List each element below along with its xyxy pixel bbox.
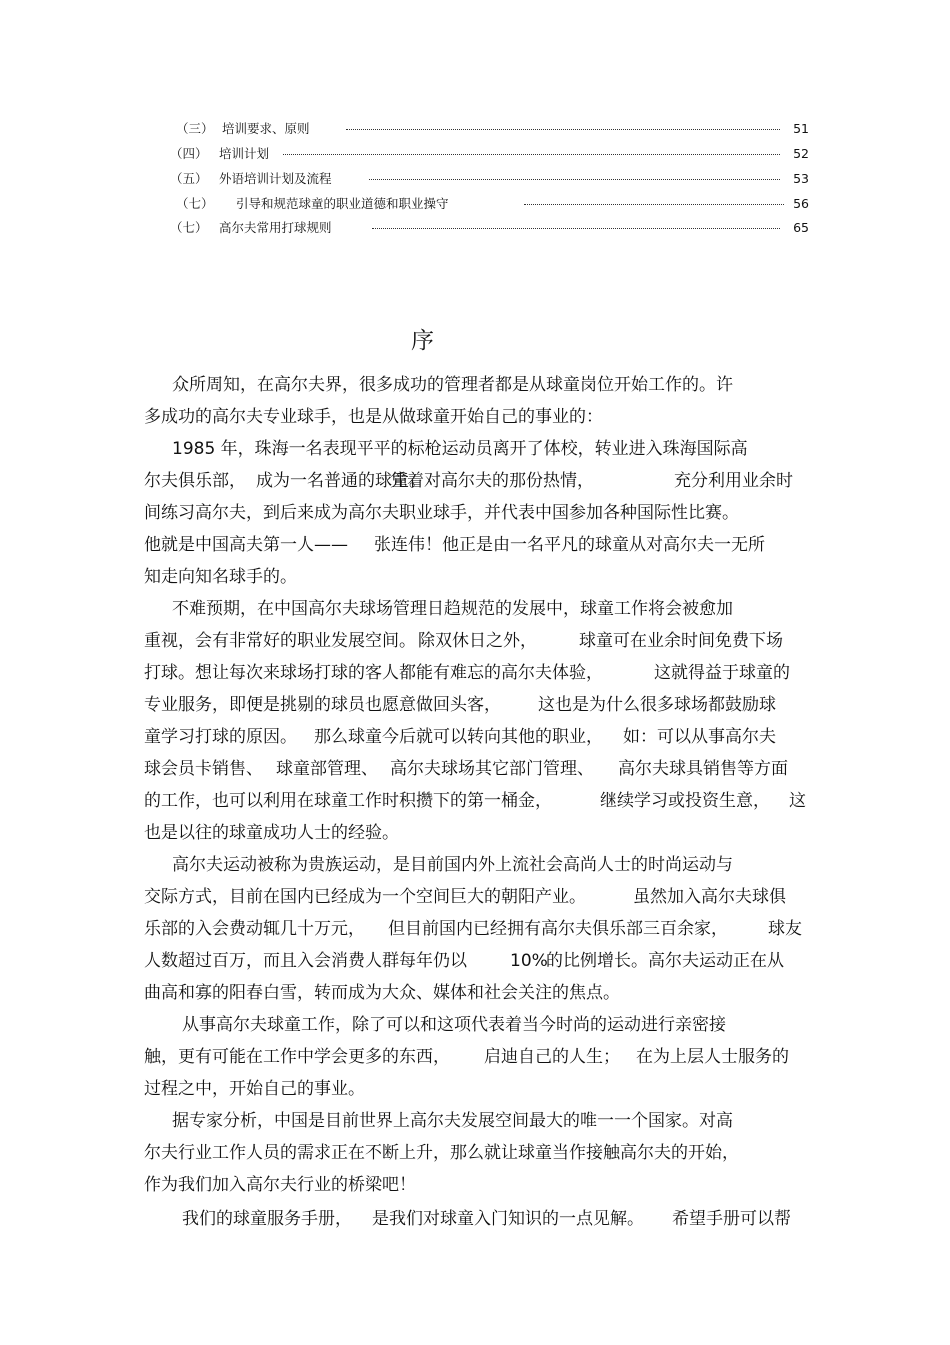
preface-text: 在为上层人士服务的 [636,1047,789,1067]
toc-entry[interactable] [0,218,950,238]
preface-text: 球童可在业余时间免费下场 [579,631,783,651]
preface-text: 我们的球童服务手册， [182,1209,352,1229]
toc-entry-title: 高尔夫常用打球规则 [219,220,332,235]
preface-text: 高尔夫球场其它部门管理、 [390,759,594,779]
preface-text: 这 [789,791,806,811]
preface-text: 球童部管理、 [276,759,378,779]
preface-text: 希望手册可以帮 [672,1209,791,1229]
preface-text: 高尔夫运动被称为贵族运动，是目前国内外上流社会高尚人士的时尚运动与 [172,855,733,875]
preface-text: 1985 年，珠海一名表现平平的标枪运动员离开了体校，转业进入珠海国际高 [172,439,748,459]
preface-text: 尔夫俱乐部， [144,471,246,491]
preface-text: 成为一名普通的球童。 [256,471,426,491]
preface-text: 他就是中国高夫第一人—— [144,535,348,555]
preface-text: 众所周知，在高尔夫界，很多成功的管理者都是从球童岗位开始工作的。许 [172,375,733,395]
preface-text: 继续学习或投资生意， [600,791,770,811]
preface-text: 球友 [768,919,802,939]
preface-text: 过程之中，开始自己的事业。 [144,1079,365,1099]
preface-text: 专业服务，即便是挑剔的球员也愿意做回头客， [144,695,501,715]
toc-entry[interactable] [0,194,950,214]
preface-text: 张连伟！他正是由一名平凡的球童从对高尔夫一无所 [374,535,765,555]
preface-text: 交际方式，目前在国内已经成为一个空间巨大的朝阳产业。 [144,887,586,907]
toc-entry-page: 65 [793,220,809,235]
preface-text: 这就得益于球童的 [654,663,790,683]
preface-text: 那么球童今后就可以转向其他的职业， [314,727,603,747]
preface-text: 的比例增长。高尔夫运动正在从 [546,951,784,971]
preface-title: 序 [411,328,434,354]
toc-entry-title: 培训要求、原则 [222,121,310,136]
toc-entry-number: （四） [170,146,208,161]
preface-text: 人数超过百万，而且入会消费人群每年仍以 [144,951,467,971]
toc-dot-leader [524,204,784,205]
toc-entry-page: 53 [793,171,809,186]
preface-text: 间练习高尔夫，到后来成为高尔夫职业球手，并代表中国参加各种国际性比赛。 [144,503,739,523]
preface-text: 这也是为什么很多球场都鼓励球 [538,695,776,715]
preface-text: 不难预期，在中国高尔夫球场管理日趋规范的发展中，球童工作将会被愈加 [172,599,733,619]
preface-text: 球会员卡销售、 [144,759,263,779]
preface-text: 充分利用业余时 [674,471,793,491]
toc-dot-leader [346,129,780,130]
toc-entry[interactable] [0,169,950,189]
toc-entry-number: （七） [170,220,208,235]
preface-text: 启迪自己的人生； [484,1047,620,1067]
preface-text: 是我们对球童入门知识的一点见解。 [372,1209,644,1229]
preface-text: 曲高和寡的阳春白雪，转而成为大众、媒体和社会关注的焦点。 [144,983,620,1003]
toc-entry-title: 引导和规范球童的职业道德和职业操守 [236,196,449,211]
preface-text: 除双休日之外， [418,631,537,651]
preface-text: 乐部的入会费动辄几十万元， [144,919,365,939]
preface-text: 高尔夫球具销售等方面 [618,759,788,779]
toc-entry-number: （五） [170,171,208,186]
toc-entry[interactable] [0,144,950,164]
preface-text: 从事高尔夫球童工作，除了可以和这项代表着当今时尚的运动进行亲密接 [182,1015,726,1035]
toc-entry-title: 外语培训计划及流程 [219,171,332,186]
toc-entry-number: （三） [176,121,214,136]
preface-text: 据专家分析，中国是目前世界上高尔夫发展空间最大的唯一一个国家。对高 [172,1111,733,1131]
toc-entry-page: 51 [793,121,809,136]
preface-text: 凭着对高尔夫的那份热情， [390,471,594,491]
toc-dot-leader [283,154,780,155]
toc-dot-leader [369,179,780,180]
preface-text: 10% [510,951,548,971]
preface-text: 作为我们加入高尔夫行业的桥梁吧！ [144,1175,416,1195]
preface-text: 多成功的高尔夫专业球手，也是从做球童开始自己的事业的： [144,407,603,427]
preface-text: 童学习打球的原因。 [144,727,297,747]
toc-entry[interactable] [0,119,950,139]
preface-text: 尔夫行业工作人员的需求正在不断上升，那么就让球童当作接触高尔夫的开始， [144,1143,739,1163]
preface-text: 的工作，也可以利用在球童工作时积攒下的第一桶金， [144,791,552,811]
preface-text: 也是以往的球童成功人士的经验。 [144,823,399,843]
preface-text: 重视，会有非常好的职业发展空间。 [144,631,416,651]
toc-entry-page: 52 [793,146,809,161]
toc-entry-title: 培训计划 [219,146,270,161]
preface-text: 如：可以从事高尔夫 [623,727,776,747]
preface-text: 知走向知名球手的。 [144,567,297,587]
preface-text: 虽然加入高尔夫球俱 [633,887,786,907]
preface-text: 打球。想让每次来球场打球的客人都能有难忘的高尔夫体验， [144,663,603,683]
preface-text: 但目前国内已经拥有高尔夫俱乐部三百余家， [388,919,728,939]
preface-text: 触，更有可能在工作中学会更多的东西， [144,1047,450,1067]
toc-dot-leader [372,228,780,229]
toc-entry-page: 56 [793,196,809,211]
toc-entry-number: （七） [176,196,214,211]
